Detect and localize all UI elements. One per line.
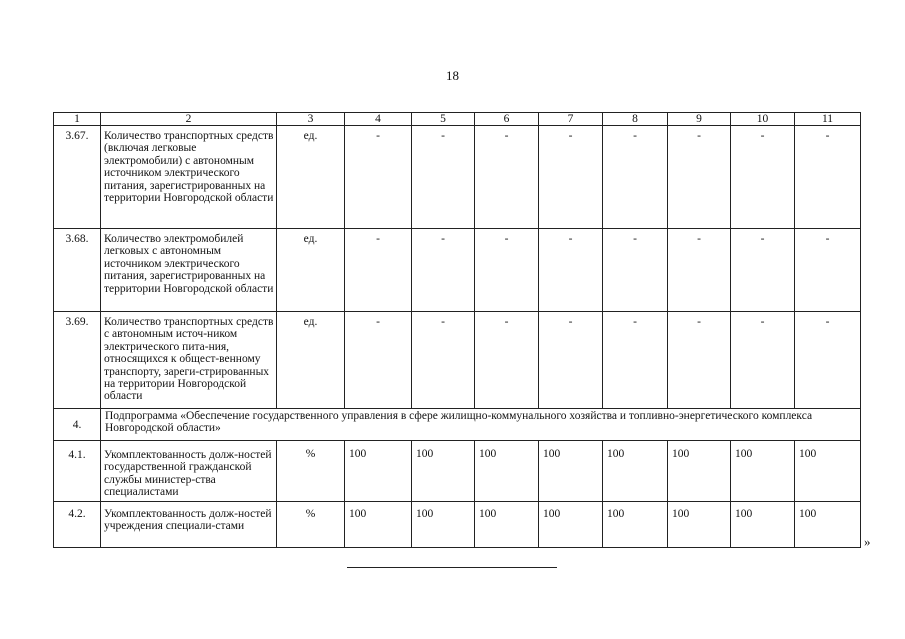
value-cell: 100: [603, 502, 668, 548]
row-number: 3.68.: [54, 229, 101, 312]
value-cell: 100: [795, 502, 861, 548]
value-cell: 100: [345, 502, 412, 548]
subprogram-title: Подпрограмма «Обеспечение государственного управления в сфере жилищно-коммунального хозяйства и топливно-энергетического комплекса Новгородской области»: [101, 409, 861, 441]
value-cell: -: [345, 229, 412, 312]
indicator-name: Количество электромобилей легковых с автономным источником электрического питания, зарегистрированных на территории Новгородской области: [101, 229, 277, 312]
header-cell: 8: [603, 113, 668, 126]
row-number: 3.69.: [54, 312, 101, 409]
value-cell: -: [539, 126, 603, 229]
indicators-table: [53, 112, 861, 548]
table-row: [54, 441, 861, 502]
value-cell: -: [668, 312, 731, 409]
value-cell: -: [539, 312, 603, 409]
value-cell: -: [668, 126, 731, 229]
value-cell: -: [412, 229, 475, 312]
header-cell: 6: [475, 113, 539, 126]
header-cell: 9: [668, 113, 731, 126]
indicator-name: Укомплектованность долж-ностей государственной гражданской службы министер-ства специалистами: [101, 441, 277, 502]
value-cell: 100: [731, 441, 795, 502]
page-number: 18: [446, 68, 459, 83]
unit-cell: %: [277, 441, 345, 502]
value-cell: -: [795, 126, 861, 229]
value-cell: -: [345, 126, 412, 229]
value-cell: 100: [475, 441, 539, 502]
value-cell: -: [412, 312, 475, 409]
value-cell: -: [668, 229, 731, 312]
header-cell: 4: [345, 113, 412, 126]
value-cell: 100: [668, 502, 731, 548]
value-cell: 100: [795, 441, 861, 502]
header-cell: 11: [795, 113, 861, 126]
unit-cell: ед.: [277, 312, 345, 409]
table-row: [54, 229, 861, 312]
value-cell: -: [731, 229, 795, 312]
value-cell: -: [412, 126, 475, 229]
value-cell: -: [475, 229, 539, 312]
value-cell: -: [475, 126, 539, 229]
value-cell: 100: [731, 502, 795, 548]
value-cell: 100: [412, 441, 475, 502]
value-cell: -: [603, 229, 668, 312]
value-cell: 100: [603, 441, 668, 502]
value-cell: -: [475, 312, 539, 409]
value-cell: -: [731, 312, 795, 409]
unit-cell: ед.: [277, 229, 345, 312]
header-cell: 10: [731, 113, 795, 126]
row-number: 3.67.: [54, 126, 101, 229]
indicator-name: Количество транспортных средств (включая легковые электромобили) с автономным источником электрического питания, зарегистрированных на территории Новгородской области: [101, 126, 277, 229]
unit-cell: %: [277, 502, 345, 548]
value-cell: -: [539, 229, 603, 312]
header-cell: 3: [277, 113, 345, 126]
table-row: [54, 502, 861, 548]
header-cell: 5: [412, 113, 475, 126]
subprogram-row: [54, 409, 861, 441]
value-cell: 100: [668, 441, 731, 502]
value-cell: -: [795, 312, 861, 409]
table-header-row: [54, 113, 861, 126]
indicator-name: Укомплектованность долж-ностей учреждения специали-стами: [101, 502, 277, 548]
value-cell: 100: [475, 502, 539, 548]
value-cell: 100: [539, 441, 603, 502]
value-cell: -: [345, 312, 412, 409]
header-cell: 2: [101, 113, 277, 126]
table-row: [54, 312, 861, 409]
header-cell: 1: [54, 113, 101, 126]
row-number: 4.2.: [54, 502, 101, 548]
unit-cell: ед.: [277, 126, 345, 229]
value-cell: -: [603, 312, 668, 409]
value-cell: -: [603, 126, 668, 229]
indicator-name: Количество транспортных средств с автономным источ-ником электрического пита-ния, относящихся к общест-венному транспорту, зареги-стрированных на территории Новгородской области: [101, 312, 277, 409]
header-cell: 7: [539, 113, 603, 126]
footer-rule: [347, 567, 557, 568]
value-cell: 100: [412, 502, 475, 548]
value-cell: 100: [539, 502, 603, 548]
row-number: 4.1.: [54, 441, 101, 502]
value-cell: 100: [345, 441, 412, 502]
table-row: [54, 126, 861, 229]
value-cell: -: [731, 126, 795, 229]
subprogram-number: 4.: [54, 409, 101, 441]
value-cell: -: [795, 229, 861, 312]
closing-quote: »: [864, 534, 871, 549]
